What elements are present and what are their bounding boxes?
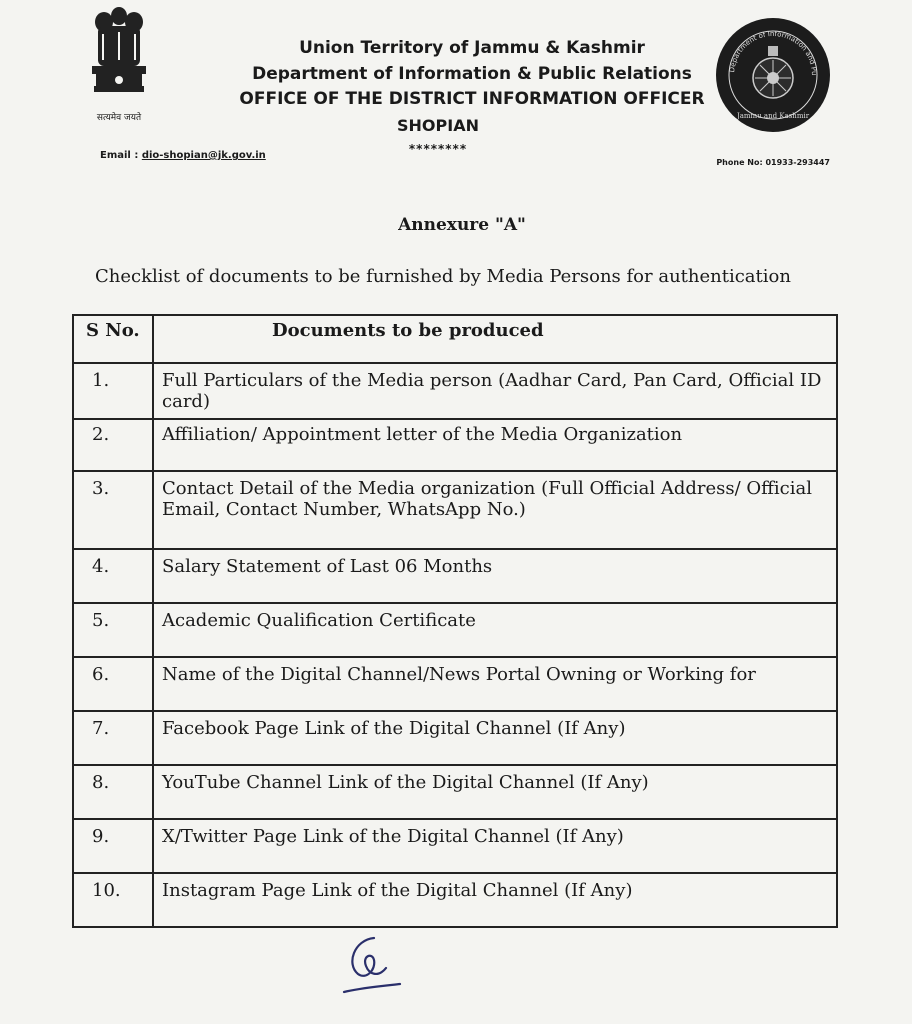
row-number: 8. [73, 765, 153, 819]
header-district: SHOPIAN [397, 116, 479, 135]
table-row [73, 471, 837, 549]
row-number: 5. [73, 603, 153, 657]
row-number: 9. [73, 819, 153, 873]
header-separator: ******** [408, 142, 468, 156]
row-document: YouTube Channel Link of the Digital Channel (If Any) [153, 765, 837, 819]
row-number: 6. [73, 657, 153, 711]
email-line [100, 150, 266, 161]
row-document: Instagram Page Link of the Digital Channel (If Any) [153, 873, 837, 927]
row-document: Affiliation/ Appointment letter of the Media Organization [153, 419, 837, 471]
checklist-subtitle: Checklist of documents to be furnished by Media Persons for authentication [95, 266, 791, 287]
row-document: Name of the Digital Channel/News Portal Owning or Working for [153, 657, 837, 711]
row-number: 7. [73, 711, 153, 765]
table-row [73, 711, 837, 765]
table-row [73, 765, 837, 819]
table-row [73, 657, 837, 711]
email-link[interactable]: dio-shopian@jk.gov.in [141, 150, 266, 161]
signature-icon [336, 930, 406, 1002]
column-header-documents: Documents to be produced [153, 315, 837, 363]
row-number: 10. [73, 873, 153, 927]
row-document: Contact Detail of the Media organization (Full Official Address/ Official Email, Contact Number, WhatsApp No.) [153, 471, 837, 549]
annexure-title: Annexure "A" [398, 215, 526, 235]
row-number: 3. [73, 471, 153, 549]
column-header-sno: S No. [73, 315, 153, 363]
documents-table [72, 314, 838, 928]
table-row [73, 873, 837, 927]
row-document: X/Twitter Page Link of the Digital Channel (If Any) [153, 819, 837, 873]
row-document: Full Particulars of the Media person (Aadhar Card, Pan Card, Official ID card) [153, 363, 837, 419]
table-row [73, 603, 837, 657]
row-number: 1. [73, 363, 153, 419]
row-document: Facebook Page Link of the Digital Channel (If Any) [153, 711, 837, 765]
svg-text:Jammu and Kashmir: Jammu and Kashmir [736, 112, 810, 120]
phone-number: Phone No: 01933-293447 [716, 158, 830, 167]
email-label: Email : [100, 150, 139, 161]
table-row [73, 419, 837, 471]
table-row [73, 363, 837, 419]
row-document: Academic Qualification Certificate [153, 603, 837, 657]
row-number: 4. [73, 549, 153, 603]
emblem-caption: सत्यमेव जयते [96, 113, 142, 123]
table-header-row [73, 315, 837, 363]
row-number: 2. [73, 419, 153, 471]
table-row [73, 819, 837, 873]
svg-text:Department of Information and: Department of Information and Pu [728, 29, 819, 76]
header-department: Department of Information & Public Relations [252, 64, 692, 84]
header-office: OFFICE OF THE DISTRICT INFORMATION OFFICER [239, 89, 705, 109]
row-document: Salary Statement of Last 06 Months [153, 549, 837, 603]
header-territory: Union Territory of Jammu & Kashmir [299, 38, 645, 58]
table-row [73, 549, 837, 603]
